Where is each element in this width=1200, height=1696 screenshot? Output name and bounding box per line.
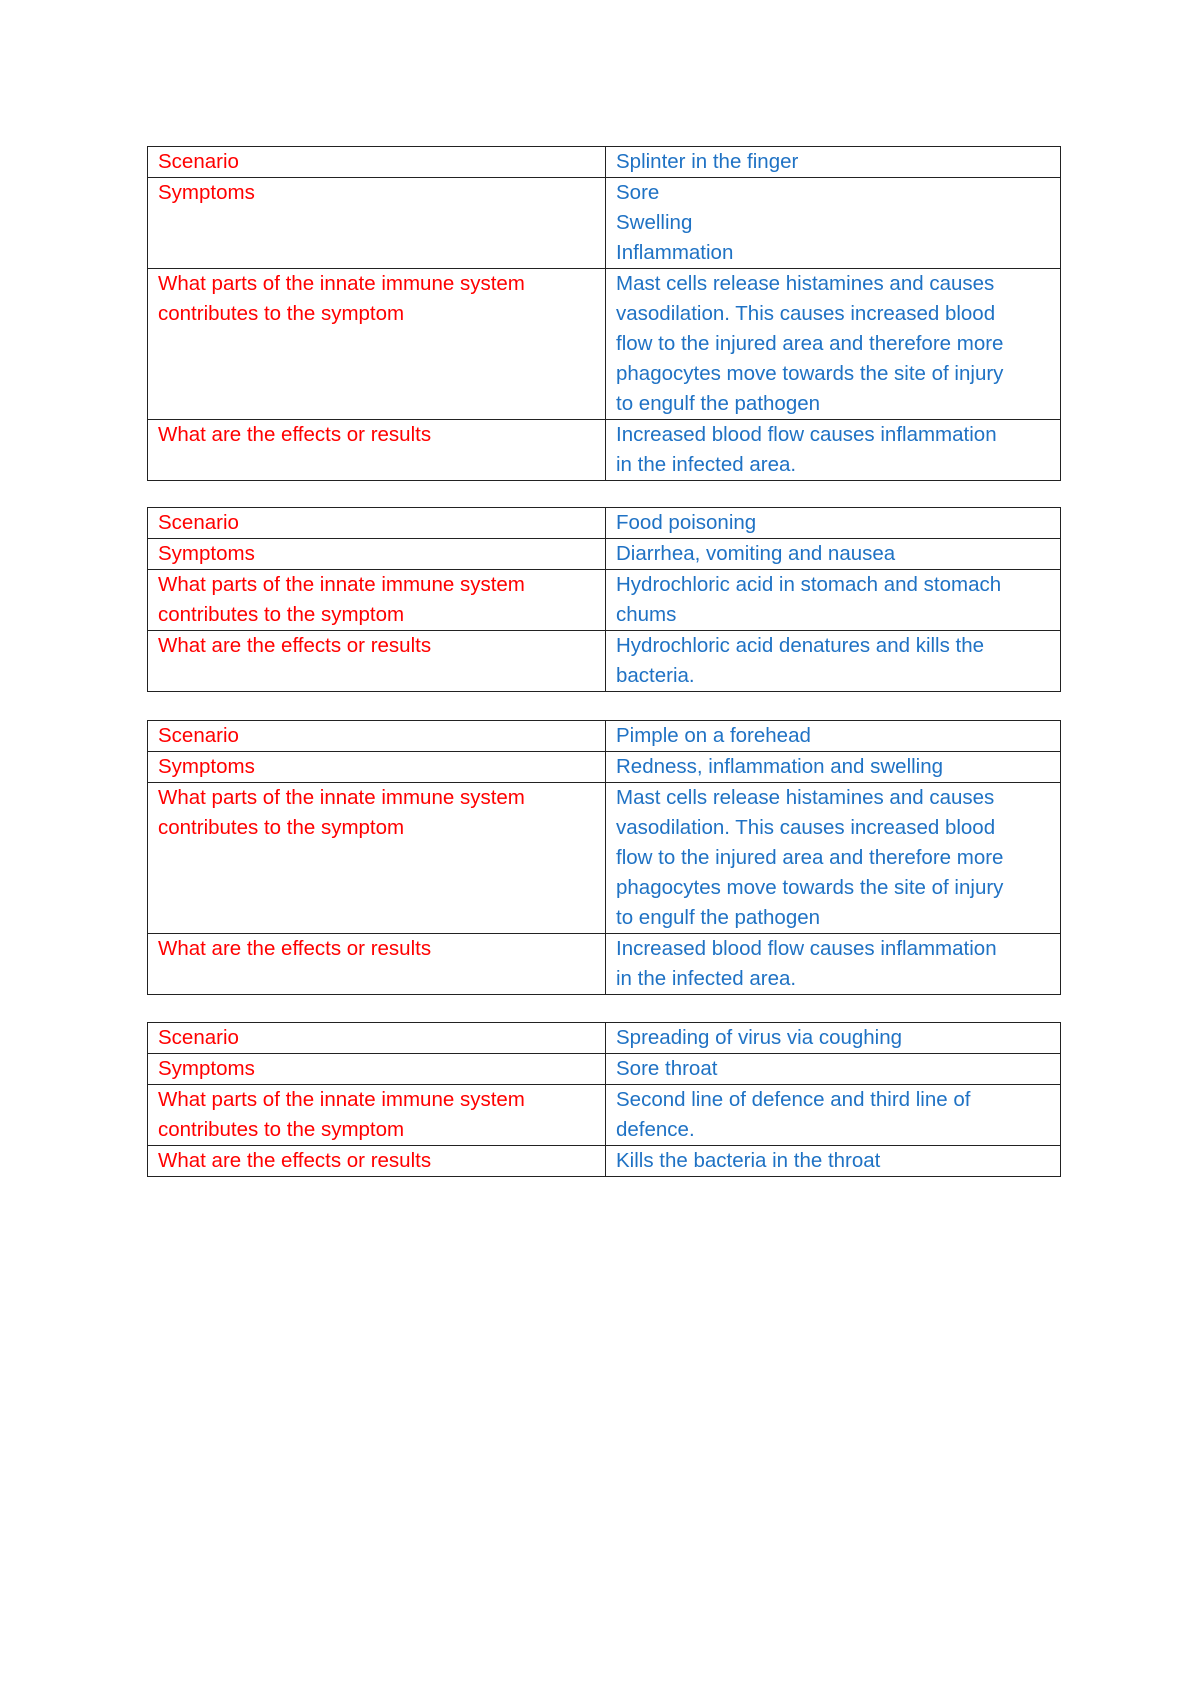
scenario-value-text: Food poisoning [616,511,757,534]
effects-label-text: What are the effects or results [158,937,432,960]
effects-line: Increased blood flow causes inflammation [616,423,997,446]
innate-parts-line: defence. [616,1118,695,1141]
innate-parts-line: to engulf the pathogen [616,392,821,415]
scenario-label [148,1023,606,1054]
innate-parts-label [148,783,606,934]
innate-parts-line: phagocytes move towards the site of injury [616,876,1004,899]
scenario-label [148,721,606,752]
symptoms-label-text: Symptoms [158,1057,255,1080]
symptoms-row [148,539,1061,570]
innate-parts-line: Hydrochloric acid in stomach and stomach [616,573,1002,596]
scenario-label-text: Scenario [158,724,239,747]
symptoms-label [148,1054,606,1085]
symptoms-row [148,752,1061,783]
symptoms-value [606,1054,1061,1085]
effects-row [148,420,1061,481]
effects-line: in the infected area. [616,453,797,476]
symptoms-label-text: Symptoms [158,181,255,204]
scenario-value-text: Spreading of virus via coughing [616,1026,903,1049]
innate-parts-label-line: contributes to the symptom [158,816,405,839]
innate-parts-line: flow to the injured area and therefore more [616,846,1004,869]
effects-label [148,420,606,481]
effects-label [148,631,606,692]
innate-parts-line: Mast cells release histamines and causes [616,786,995,809]
innate-parts-row [148,783,1061,934]
symptoms-row [148,1054,1061,1085]
effects-label-text: What are the effects or results [158,423,432,446]
effects-label [148,934,606,995]
innate-parts-line: Second line of defence and third line of [616,1088,971,1111]
innate-parts-label-line: contributes to the symptom [158,1118,405,1141]
innate-parts-label-line: contributes to the symptom [158,603,405,626]
symptoms-value [606,752,1061,783]
effects-value [606,420,1061,481]
effects-line: Kills the bacteria in the throat [616,1149,881,1172]
scenario-label-text: Scenario [158,1026,239,1049]
innate-parts-line: to engulf the pathogen [616,906,821,929]
effects-line: Increased blood flow causes inflammation [616,937,997,960]
scenario-value [606,1023,1061,1054]
scenario-label-text: Scenario [158,511,239,534]
innate-parts-line: vasodilation. This causes increased blood [616,302,996,325]
effects-line: in the infected area. [616,967,797,990]
symptom-line: Swelling [616,211,693,234]
scenario-value-text: Pimple on a forehead [616,724,811,747]
scenario-table-4 [147,1022,1061,1177]
scenario-value [606,508,1061,539]
innate-parts-label [148,1085,606,1146]
symptoms-label [148,539,606,570]
innate-parts-line: phagocytes move towards the site of injury [616,362,1004,385]
scenario-row [148,147,1061,178]
scenario-row [148,508,1061,539]
innate-parts-value [606,783,1061,934]
symptoms-label-text: Symptoms [158,755,255,778]
innate-parts-row [148,1085,1061,1146]
scenario-label [148,147,606,178]
innate-parts-label-line: What parts of the innate immune system [158,573,525,596]
innate-parts-label-line: What parts of the innate immune system [158,272,525,295]
effects-line: bacteria. [616,664,695,687]
innate-parts-label-line: What parts of the innate immune system [158,786,525,809]
innate-parts-label-line: contributes to the symptom [158,302,405,325]
innate-parts-value [606,1085,1061,1146]
scenario-row [148,721,1061,752]
scenario-table-2 [147,507,1061,692]
symptom-line: Diarrhea, vomiting and nausea [616,542,896,565]
effects-label-text: What are the effects or results [158,1149,432,1172]
symptom-line: Sore [616,181,660,204]
symptoms-value [606,539,1061,570]
effects-row [148,1146,1061,1177]
symptoms-label [148,752,606,783]
effects-value [606,934,1061,995]
symptom-line: Redness, inflammation and swelling [616,755,944,778]
innate-parts-line: vasodilation. This causes increased blood [616,816,996,839]
scenario-table-3 [147,720,1061,995]
symptoms-value [606,178,1061,269]
effects-label [148,1146,606,1177]
scenario-value-text: Splinter in the finger [616,150,799,173]
effects-row [148,631,1061,692]
symptom-line: Inflammation [616,241,734,264]
innate-parts-value [606,269,1061,420]
effects-label-text: What are the effects or results [158,634,432,657]
symptoms-label-text: Symptoms [158,542,255,565]
innate-parts-line: flow to the injured area and therefore more [616,332,1004,355]
innate-parts-label-line: What parts of the innate immune system [158,1088,525,1111]
symptoms-label [148,178,606,269]
innate-parts-line: Mast cells release histamines and causes [616,272,995,295]
innate-parts-label [148,269,606,420]
scenario-label-text: Scenario [158,150,239,173]
innate-parts-row [148,570,1061,631]
innate-parts-label [148,570,606,631]
effects-row [148,934,1061,995]
scenario-table-1 [147,146,1061,481]
scenario-value [606,721,1061,752]
effects-line: Hydrochloric acid denatures and kills the [616,634,985,657]
symptoms-row [148,178,1061,269]
effects-value [606,631,1061,692]
innate-parts-line: chums [616,603,677,626]
scenario-value [606,147,1061,178]
innate-parts-value [606,570,1061,631]
symptom-line: Sore throat [616,1057,718,1080]
scenario-label [148,508,606,539]
innate-parts-row [148,269,1061,420]
scenario-row [148,1023,1061,1054]
effects-value [606,1146,1061,1177]
